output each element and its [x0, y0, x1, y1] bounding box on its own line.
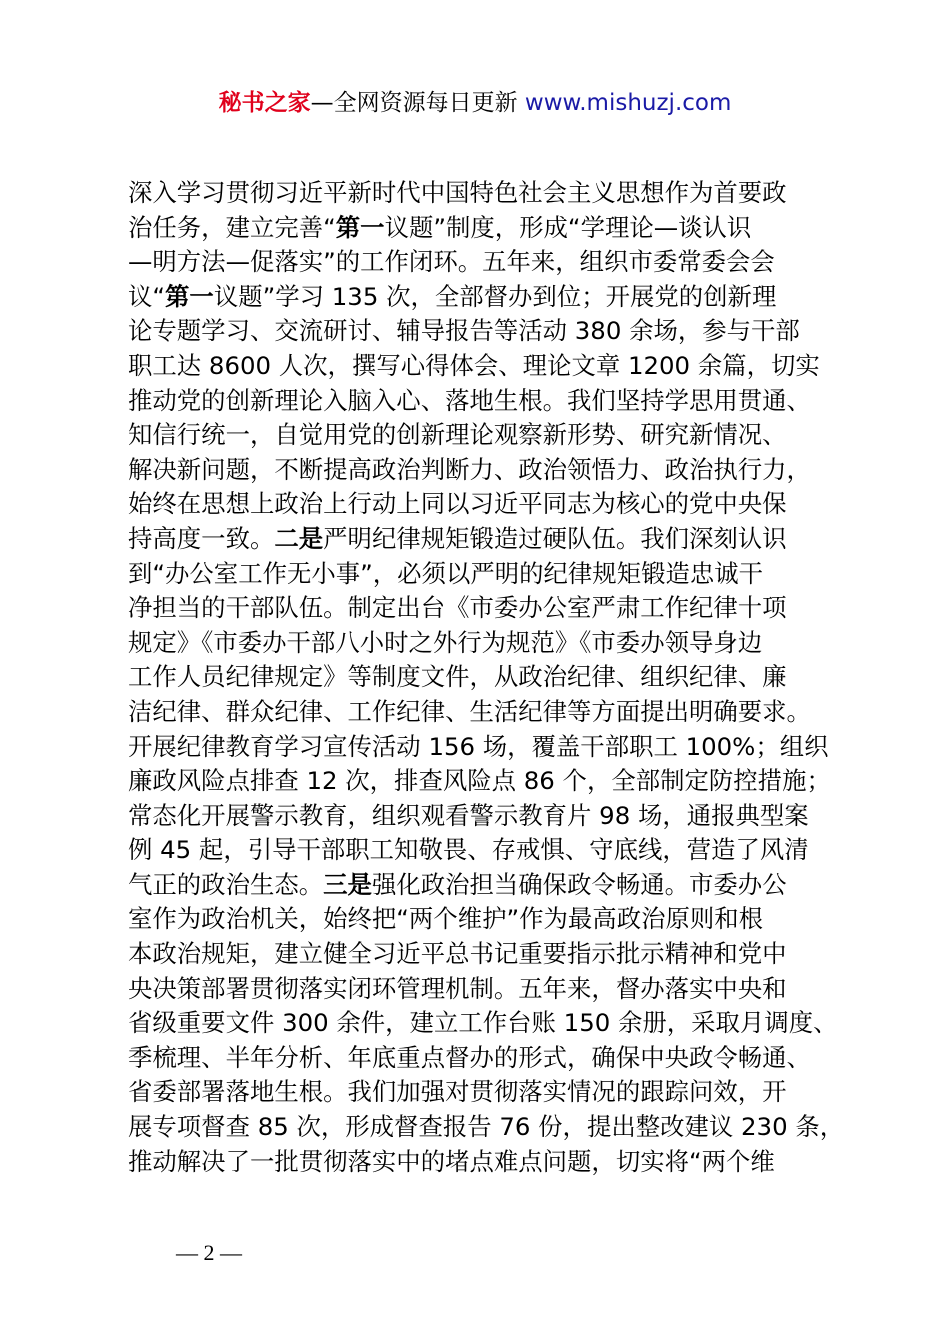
text-line — [128, 384, 868, 419]
text-segment: 洁纪律、群众纪律、工作纪律、生活纪律等方面提出明确要求。 — [128, 696, 811, 726]
text-segment: 到“办公室工作无小事”，必须以严明的纪律规矩锻造忠诚干 — [128, 558, 764, 588]
text-segment: 始终在思想上政治上行动上同以习近平同志为核心的党中央保 — [128, 489, 787, 519]
header-slogan: —全网资源每日更新 — [310, 90, 518, 116]
text-segment: 论专题学习、交流研讨、辅导报告等活动 380 余场，参与干部 — [128, 316, 800, 346]
text-line — [128, 972, 868, 1007]
text-segment: 职工达 8600 人次，撰写心得体会、理论文章 1200 余篇，切实 — [128, 350, 820, 380]
text-segment: 室作为政治机关，始终把“两个维护”作为最高政治原则和根 — [128, 904, 764, 934]
text-segment: 省级重要文件 300 余件，建立工作台账 150 余册，采取月调度、 — [128, 1008, 838, 1038]
text-line — [128, 418, 868, 453]
text-segment: 知信行统一，自觉用党的创新理论观察新形势、研究新情况、 — [128, 420, 787, 450]
text-line — [128, 314, 868, 349]
text-segment: 气正的政治生态。 — [128, 869, 324, 899]
text-segment: 规定》《市委办干部八小时之外行为规范》《市委办领导身边 — [128, 627, 763, 657]
text-segment: 治任务，建立完善“ — [128, 212, 336, 242]
text-segment: —明方法—促落实”的工作闭环。五年来，组织市委常委会会 — [128, 247, 775, 277]
text-segment: 净担当的干部队伍。制定出台《市委办公室严肃工作纪律十项 — [128, 593, 787, 623]
text-line — [128, 487, 868, 522]
text-segment: 廉政风险点排查 12 次，排查风险点 86 个，全部制定防控措施； — [128, 766, 831, 796]
text-line — [128, 453, 868, 488]
text-segment: 常态化开展警示教育，组织观看警示教育片 98 场，通报典型案 — [128, 800, 809, 830]
text-line — [128, 591, 868, 626]
text-line — [128, 522, 868, 557]
bold-text-segment: 三是 — [323, 869, 372, 899]
text-segment: 议题”学习 135 次，全部督办到位；开展党的创新理 — [213, 281, 777, 311]
text-segment: 议题”制度，形成“学理论—谈认识 — [384, 212, 752, 242]
bold-text-segment: 二是 — [274, 523, 324, 553]
text-segment: 工作人员纪律规定》等制度文件，从政治纪律、组织纪律、廉 — [128, 662, 787, 692]
text-segment: 开展纪律教育学习宣传活动 156 场，覆盖干部职工 100%；组织 — [128, 731, 829, 761]
text-segment: 央决策部署贯彻落实闭环管理机制。五年来，督办落实中央和 — [128, 973, 787, 1003]
text-segment: 解决新问题，不断提高政治判断力、政治领悟力、政治执行力， — [128, 454, 811, 484]
text-line — [128, 626, 868, 661]
text-line — [128, 245, 868, 280]
text-segment: 深入学习贯彻习近平新时代中国特色社会主义思想作为首要政 — [128, 178, 787, 207]
document-body — [128, 176, 868, 1179]
text-segment: 展专项督查 85 次，形成督查报告 76 份，提出整改建议 230 条， — [128, 1112, 845, 1142]
text-segment: 本政治规矩，建立健全习近平总书记重要指示批示精神和党中 — [128, 939, 787, 969]
text-line — [128, 349, 868, 384]
site-url-link[interactable]: www.mishuzj.com — [524, 90, 732, 116]
text-segment: 强化政治担当确保政令畅通。市委办公 — [371, 869, 787, 899]
text-segment: 例 45 起，引导干部职工知敬畏、存戒惧、守底线，营造了风清 — [128, 835, 809, 865]
bold-text-segment: 第一 — [165, 281, 214, 311]
text-segment: 省委部署落地生根。我们加强对贯彻落实情况的跟踪问效，开 — [128, 1077, 787, 1107]
text-line — [128, 833, 868, 868]
text-line — [128, 1041, 868, 1076]
text-line — [128, 868, 868, 903]
text-segment: 持高度一致。 — [128, 523, 275, 553]
text-line — [128, 902, 868, 937]
text-line — [128, 176, 868, 211]
text-line — [128, 1006, 868, 1041]
text-line — [128, 1075, 868, 1110]
text-line — [128, 1145, 868, 1180]
brand-name: 秘书之家 — [218, 90, 311, 116]
text-line — [128, 937, 868, 972]
text-line — [128, 730, 868, 765]
site-header — [0, 86, 950, 120]
text-line — [128, 695, 868, 730]
bold-text-segment: 第一 — [335, 212, 385, 242]
text-segment: 严明纪律规矩锻造过硬队伍。我们深刻认识 — [323, 523, 787, 553]
text-line — [128, 660, 868, 695]
text-line — [128, 557, 868, 592]
text-segment: 推动解决了一批贯彻落实中的堵点难点问题，切实将“两个维 — [128, 1146, 775, 1176]
text-segment: 议“ — [128, 281, 166, 311]
text-segment: 推动党的创新理论入脑入心、落地生根。我们坚持学思用贯通、 — [128, 385, 811, 415]
text-line — [128, 1110, 868, 1145]
text-line — [128, 764, 868, 799]
text-line — [128, 211, 868, 246]
text-line — [128, 280, 868, 315]
text-line — [128, 799, 868, 834]
text-segment: 季梳理、半年分析、年底重点督办的形式，确保中央政令畅通、 — [128, 1042, 811, 1072]
page-number: — 2 — — [176, 1240, 242, 1265]
